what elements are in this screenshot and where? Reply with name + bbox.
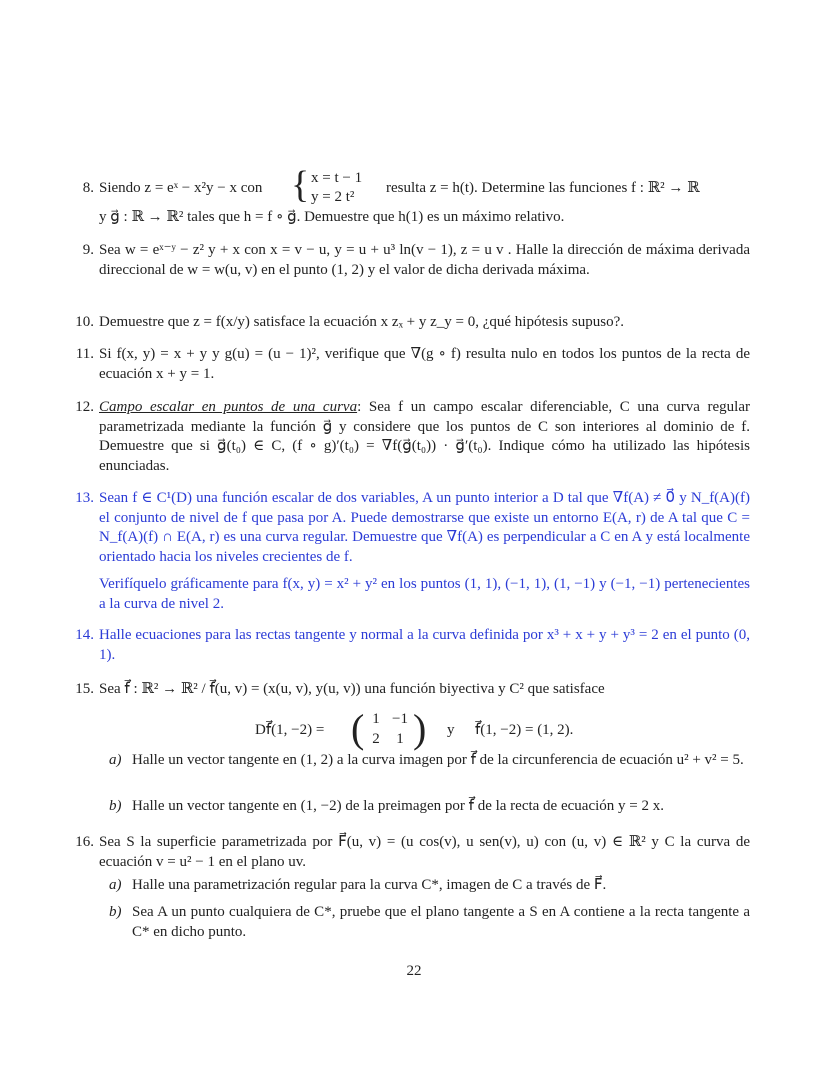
exercise-8 (68, 164, 750, 228)
exercise-text: resulta z = h(t). Determine las funciones f : ℝ² → ℝ (386, 180, 700, 196)
exercise-number: 8. (82, 180, 94, 196)
equation-right: f⃗(1, −2) = (1, 2). (475, 722, 574, 738)
exercise-16 (68, 833, 750, 953)
exercise-text: Demuestre que z = f(x/y) satisface la ecuación x zₓ + y z_y = 0, ¿qué hipótesis supuso?. (99, 314, 624, 330)
exercise-number: 16. (75, 834, 94, 850)
exercise-text: Sea f⃗ : ℝ² → ℝ² / f⃗(u, v) = (x(u, v), y(u, v)) una función biyectiva y C² que satisface (99, 681, 605, 697)
exercise-text (99, 398, 750, 476)
system-line-2: y = 2 t² (311, 189, 355, 205)
subitem-label: b) (109, 798, 122, 814)
subitem-label: b) (109, 904, 122, 920)
exercise-number: 10. (75, 314, 94, 330)
matrix-cell: 2 (372, 731, 380, 747)
exercise-text: y g⃗ : ℝ → ℝ² tales que h = f ∘ g⃗. Demuestre que h(1) es un máximo relativo. (99, 209, 565, 225)
matrix-cell: −1 (392, 711, 408, 727)
exercise-title: Campo escalar en puntos de una curva (99, 399, 358, 415)
subitem-b (99, 797, 750, 817)
equation-conjunction: y (447, 722, 455, 738)
exercise-15 (68, 680, 750, 850)
subitem-b (99, 903, 750, 942)
exercise-number: 9. (82, 242, 94, 258)
exercise-text: Si f(x, y) = x + y y g(u) = (u − 1)², verifique que ∇(g ∘ f) resulta nulo en todos los puntos de la recta de ecuación x + y = 1. (99, 346, 750, 382)
subitem-text: Halle un vector tangente en (1, 2) a la curva imagen por f⃗ de la circunferencia de ecuación u² + v² = 5. (132, 752, 744, 768)
subitem-a (99, 876, 750, 896)
exercise-12 (68, 398, 750, 476)
subitem-label: a) (109, 877, 122, 893)
exercise-9 (68, 241, 750, 280)
equation (255, 707, 775, 751)
matrix-cell: 1 (396, 731, 404, 747)
exercise-body: : Sea f un campo escalar diferenciable, C una curva regular parametrizada mediante la función g⃗ y considere que los puntos de C son interiores al dominio de f. Demuestre que si g⃗(t₀) ∈ C, (f ∘ g)′(t₀) = ∇f(g⃗(t₀)) · g⃗′(t₀). Indique cómo ha utilizado las hipótesis enunciadas. (99, 399, 750, 474)
subitem-label: a) (109, 752, 122, 768)
brace-symbol: { (291, 164, 310, 206)
exercise-number: 12. (75, 399, 94, 415)
paren-left: ( (351, 706, 365, 751)
exercise-10 (68, 313, 750, 333)
subitem-a (99, 751, 750, 771)
exercise-text: Halle ecuaciones para las rectas tangente y normal a la curva definida por x³ + x + y + y³ = 2 en el punto (0, 1). (99, 627, 750, 663)
paren-right: ) (413, 706, 427, 751)
equation-left: Df⃗(1, −2) = (255, 722, 325, 738)
subitem-text: Halle una parametrización regular para la curva C*, imagen de C a través de F⃗. (132, 877, 607, 893)
exercise-number: 11. (75, 346, 94, 362)
page-number: 22 (406, 963, 422, 979)
exercise-text: Sean f ∈ C¹(D) una función escalar de dos variables, A un punto interior a D tal que ∇f(A) ≠ 0⃗ y N_f(A)(f) el conjunto de nivel de f que pasa por A. Puede demostrarse que existe un entorno E(A, r) de A tal que C = N_f(A)(f) ∩ E(A, r) es una curva regular. Demuestre que ∇f(A) es perpendicular a C en A y está localmente orientado hacia los niveles crecientes de f. (99, 490, 750, 565)
exercise-number: 13. (75, 490, 94, 506)
exercise-text: Sea S la superficie parametrizada por F⃗(u, v) = (u cos(v), u sen(v), u) con (u, v) ∈ ℝ² y C la curva de ecuación v = u² − 1 en el plano uv. (99, 834, 750, 870)
exercise-text-2: Verifíquelo gráficamente para f(x, y) = x² + y² en los puntos (1, 1), (−1, 1), (1, −1) y (−1, −1) pertenecientes a la curva de nivel 2. (99, 576, 750, 612)
subitem-text: Halle un vector tangente en (1, −2) de la preimagen por f⃗ de la recta de ecuación y = 2 x. (132, 798, 664, 814)
exercise-number: 14. (75, 627, 94, 643)
exercise-text: Siendo z = eˣ − x²y − x con (99, 180, 263, 196)
exercise-number: 15. (75, 681, 94, 697)
exercise-11 (68, 345, 750, 384)
system-line-1: x = t − 1 (311, 170, 363, 186)
matrix-cell: 1 (372, 711, 380, 727)
exercise-14 (68, 626, 750, 665)
exercise-text: Sea w = eˣ⁻ʸ − z² y + x con x = v − u, y = u + u³ ln(v − 1), z = u v . Halle la dirección de máxima derivada direccional de w = w(u, v) en el punto (1, 2) y el valor de dicha derivada máxima. (99, 242, 750, 278)
exercise-13 (68, 489, 750, 614)
subitem-text: Sea A un punto cualquiera de C*, pruebe que el plano tangente a S en A contiene a la recta tangente a C* en dicho punto. (132, 904, 750, 940)
